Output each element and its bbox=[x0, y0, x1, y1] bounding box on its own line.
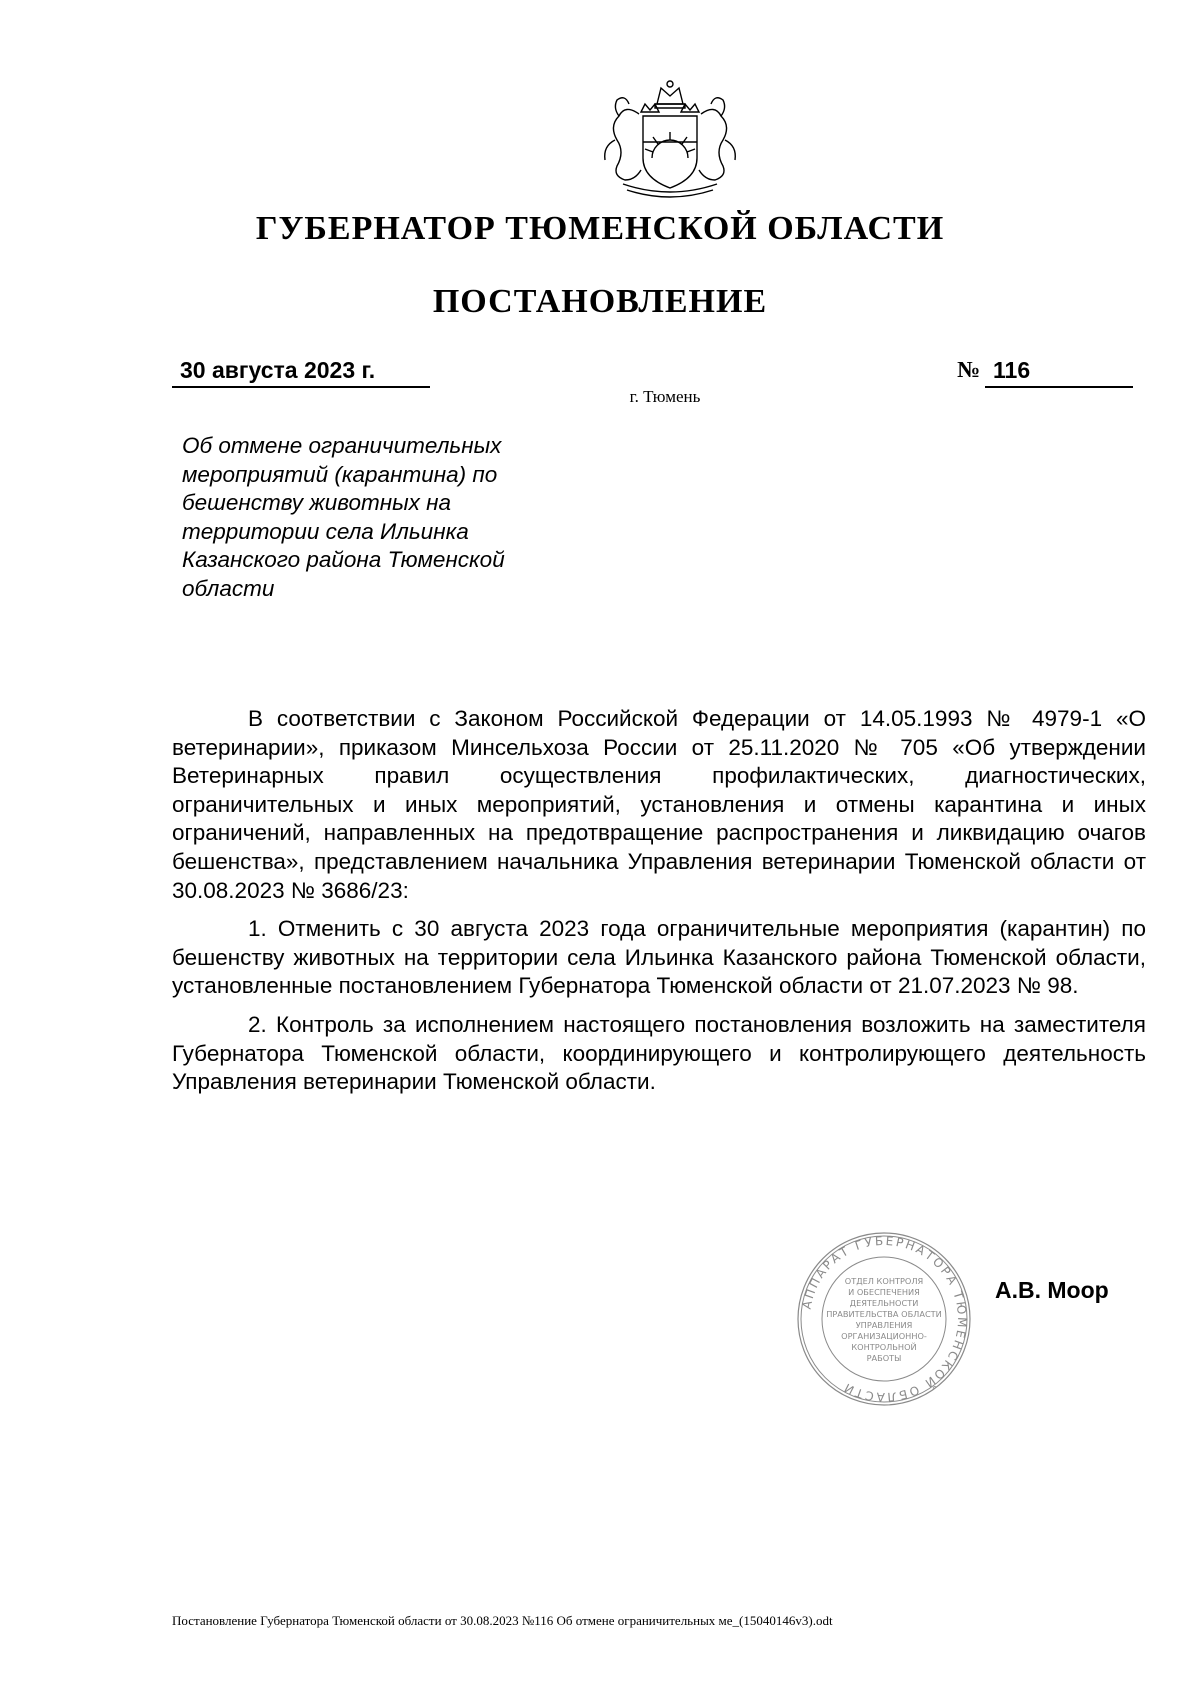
document-date: 30 августа 2023 г. bbox=[172, 357, 430, 388]
authority-title: ГУБЕРНАТОР ТЮМЕНСКОЙ ОБЛАСТИ bbox=[255, 210, 945, 247]
document-type: ПОСТАНОВЛЕНИЕ bbox=[432, 283, 768, 320]
signatory-name: А.В. Моор bbox=[995, 1277, 1109, 1303]
number-label: № bbox=[957, 357, 981, 382]
stamp-outer-text: АППАРАТ ГУБЕРНАТОРА ТЮМЕНСКОЙ ОБЛАСТИ bbox=[799, 1233, 970, 1405]
preamble-paragraph: В соответствии с Законом Российской Федерации от 14.05.1993 № 4979-1 «О ветеринарии», приказом Минсельхоза России от 25.11.2020 № 705 «Об утверждении Ветеринарных правил осуществления профилактических, диагностических, ограничительных и иных мероприятий, установления и отмены карантина и иных ограничений, направленных на предотвращение распространения и ликвидацию очагов бешенства», представлением начальника Управления ветеринарии Тюменской области от 30.08.2023 № 3686/23: bbox=[172, 706, 1146, 903]
document-number: 116 bbox=[985, 357, 1133, 388]
subject-line: бешенству животных на bbox=[182, 490, 452, 515]
subject-line: области bbox=[182, 575, 275, 601]
document-body bbox=[172, 705, 1146, 1107]
coat-of-arms-icon bbox=[595, 74, 745, 204]
stamp-line: И ОБЕСПЕЧЕНИЯ bbox=[848, 1287, 920, 1297]
stamp-line: УПРАВЛЕНИЯ bbox=[855, 1320, 913, 1330]
stamp-line: ОТДЕЛ КОНТРОЛЯ bbox=[844, 1276, 924, 1286]
stamp-line: РАБОТЫ bbox=[866, 1353, 902, 1363]
clause-1-paragraph: 1. Отменить с 30 августа 2023 года ограничительные мероприятия (карантин) по бешенству животных на территории села Ильинка Казанского района Тюменской области, установленные постановлением Губернатора Тюменской области от 21.07.2023 № 98. bbox=[172, 916, 1146, 999]
file-footer: Постановление Губернатора Тюменской области от 30.08.2023 №116 Об отмене ограничительных ме_(15040146v3).odt bbox=[172, 1613, 833, 1628]
subject-line: Об отмене ограничительных bbox=[182, 433, 502, 458]
svg-text:АППАРАТ ГУБЕРНАТОРА ТЮМЕНСКОЙ bbox=[800, 1234, 970, 1404]
clause-2-paragraph: 2. Контроль за исполнением настоящего постановления возложить на заместителя Губернатора Тюменской области, координирующего и контролирующего деятельность Управления ветеринарии Тюменской области. bbox=[172, 1011, 1146, 1095]
subject-line: территории села Ильинка bbox=[182, 518, 469, 544]
stamp-line: ОРГАНИЗАЦИОННО- bbox=[841, 1331, 927, 1341]
document-subject bbox=[182, 432, 582, 603]
stamp-line: КОНТРОЛЬНОЙ bbox=[851, 1342, 917, 1352]
subject-line: мероприятий (карантина) по bbox=[182, 461, 498, 487]
document-city: г. Тюмень bbox=[629, 387, 701, 406]
subject-line: Казанского района Тюменской bbox=[182, 547, 505, 572]
official-stamp-icon bbox=[795, 1230, 973, 1408]
stamp-line: ДЕЯТЕЛЬНОСТИ bbox=[849, 1298, 919, 1308]
stamp-line: ПРАВИТЕЛЬСТВА ОБЛАСТИ bbox=[826, 1309, 942, 1319]
